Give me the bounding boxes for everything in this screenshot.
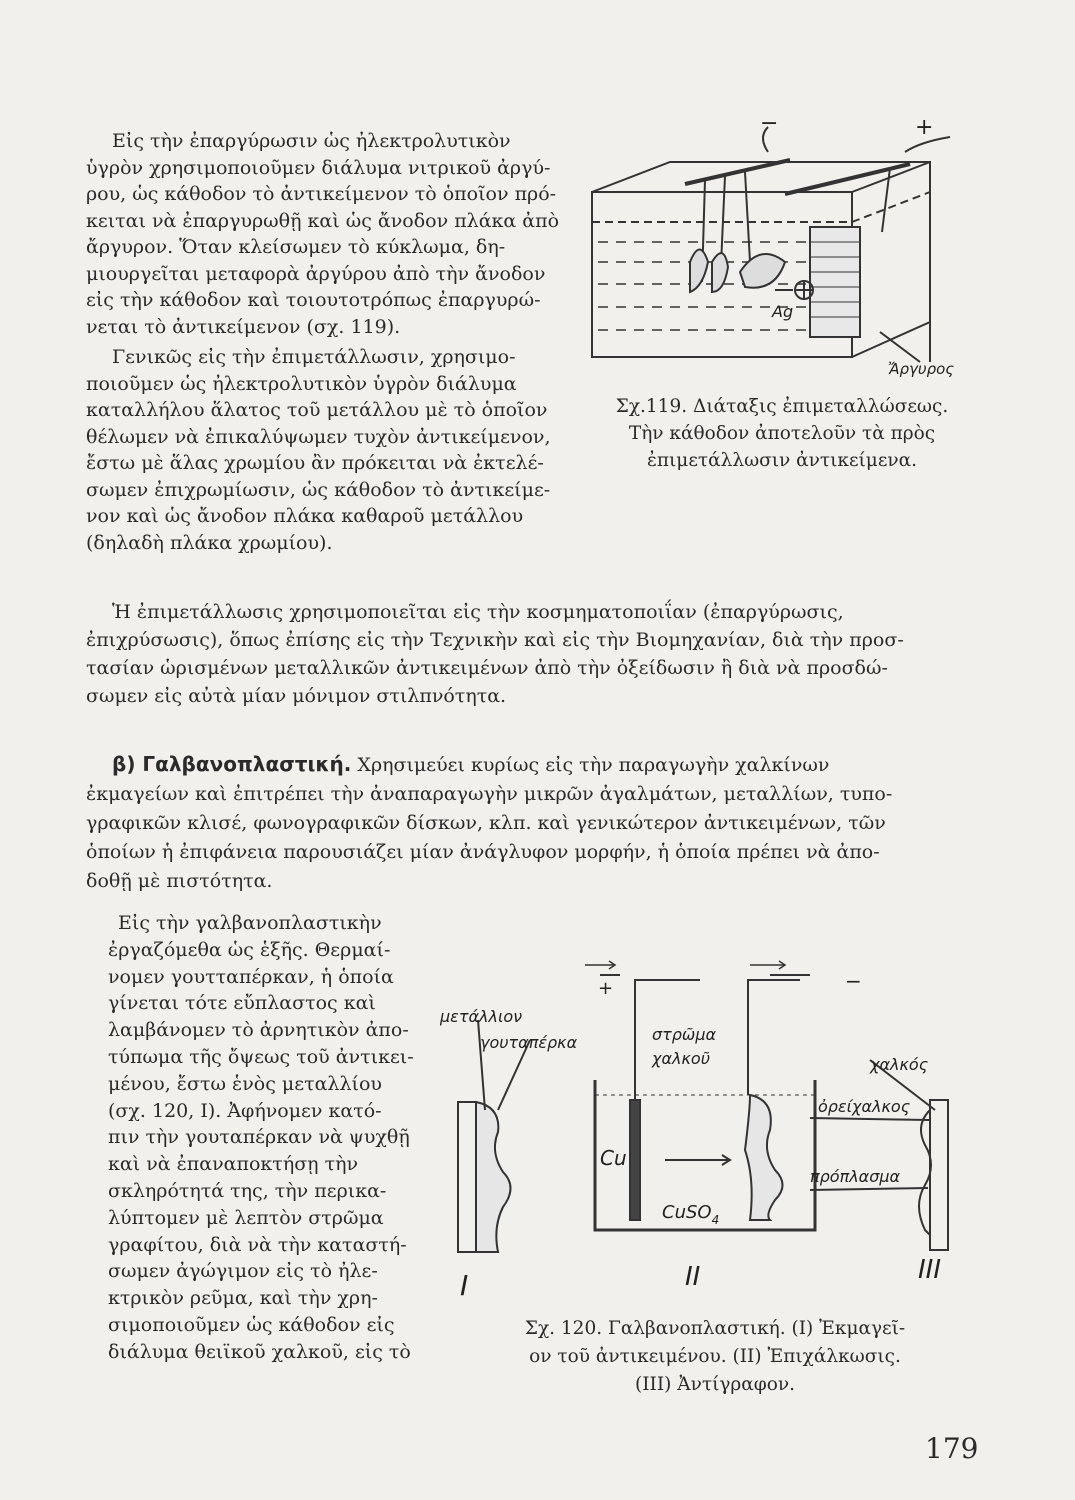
caption-line: Τὴν κάθοδον ἀποτελοῦν τὰ πρὸς [628, 423, 936, 444]
text-line: τασίαν ὡρισμένων μεταλλικῶν ἀντικειμένων ἀπὸ τὴν ὀξείδωσιν ἢ διὰ νὰ προσδώ- [86, 657, 888, 679]
label-goutaperka: γουταπέρκα [480, 1033, 578, 1052]
text-line: γραφικῶν κλισέ, φωνογραφικῶν δίσκων, κλπ. καὶ γενικώτερον ἀντικειμένων, τῶν [86, 812, 886, 834]
figure-119-plating-tank [590, 112, 960, 382]
section-first-line [86, 750, 966, 780]
roman-three: III [918, 1255, 942, 1285]
cuso4-sub: 4 [711, 1213, 720, 1227]
roman-one: I [460, 1269, 469, 1302]
roman-two: II [685, 1262, 701, 1292]
text-line: ὁποίων ἡ ἐπιφάνεια παρουσιάζει μίαν ἀνάγλυφον μορφήν, ἡ ὁποία πρέπει νὰ ἀπο- [86, 841, 880, 863]
text-line: τύπωμα τῆς ὄψεως τοῦ ἀντικει- [108, 1045, 414, 1068]
text-line: Χρησιμεύει κυρίως εἰς τὴν παραγωγὴν χαλκίνων [351, 754, 830, 776]
text-line: Ἡ ἐπιμετάλλωσις χρησιμοποιεῖται εἰς τὴν κοσμηματοποιΐαν (ἐπαργύρωσις, [112, 601, 844, 623]
text-line: πιν τὴν γουταπέρκαν νὰ ψυχθῇ [108, 1126, 410, 1149]
text-line: (σχ. 120, Ι). Ἀφήνομεν κατό- [108, 1099, 382, 1122]
text-line: ἄργυρον. Ὅταν κλείσωμεν τὸ κύκλωμα, δη- [86, 236, 506, 258]
text-line: ἐκμαγείων καὶ ἐπιτρέπει τὴν ἀναπαραγωγὴν μικρῶν ἀγαλμάτων, μεταλλίων, τυπο- [86, 783, 893, 805]
text-line: ἐπιχρύσωσις), ὅπως ἐπίσης εἰς τὴν Τεχνικὴν καὶ εἰς τὴν Βιομηχανίαν, διὰ τὴν προσ- [86, 629, 904, 651]
text-line: Εἰς τὴν γαλβανοπλαστικὴν [118, 912, 382, 934]
label-xalkou: χαλκοῦ [652, 1049, 710, 1068]
text-line: σωμεν ἀγώγιμον εἰς τὸ ἠλε- [108, 1260, 378, 1283]
label-stroma: στρῶμα [652, 1025, 717, 1044]
fig120-minus: − [845, 969, 862, 993]
text-line: καταλλήλου ἅλατος τοῦ μετάλλου μὲ τὸ ὁποῖον [86, 399, 548, 421]
text-line: διάλυμα θειϊκοῦ χαλκοῦ, εἰς τὸ [108, 1340, 411, 1363]
ag-label: Ag [772, 302, 794, 321]
page-number: 179 [925, 1432, 979, 1465]
fig120-plus: + [598, 978, 614, 999]
caption-line: (ΙΙΙ) Ἀντίγραφον. [635, 1374, 795, 1395]
text-line: νεται τὸ ἀντικείμενον (σχ. 119). [86, 315, 401, 338]
label-oreixalkos: ὀρείχαλκος [818, 1097, 911, 1116]
text-line: μένου, ἔστω ἑνὸς μεταλλίου [108, 1072, 382, 1095]
section-electroforming [86, 750, 966, 896]
figure-120-electroforming [440, 960, 980, 1320]
section-heading: β) Γαλβανοπλαστική. [112, 752, 352, 776]
text-line: νομεν γουτταπέρκαν, ἡ ὁποία [108, 965, 394, 988]
label-proplasma: πρόπλασμα [810, 1167, 901, 1186]
text-line: ἔστω μὲ ἅλας χρωμίου ἂν πρόκειται νὰ ἐκτελέ- [86, 452, 544, 474]
caption-line: Σχ.119. Διάταξις ἐπιμεταλλώσεως. [615, 396, 949, 417]
silver-label: Ἄργυρος [888, 360, 955, 378]
paragraph-procedure [108, 910, 443, 1366]
text-line: μιουργεῖται μεταφορὰ ἀργύρου ἀπὸ τὴν ἄνοδον [86, 262, 546, 285]
text-line: λαμβάνομεν τὸ ἀρνητικὸν ἀπο- [108, 1019, 409, 1042]
paragraph-general-plating [86, 344, 586, 556]
text-line: Γενικῶς εἰς τὴν ἐπιμετάλλωσιν, χρησιμο- [112, 346, 516, 368]
left-column-text [86, 128, 586, 556]
text-line: σιμοποιοῦμεν ὡς κάθοδον εἰς [108, 1313, 395, 1336]
text-line: σκληρότητά της, τὴν περικα- [108, 1179, 387, 1202]
text-line: κτρικὸν ρεῦμα, καὶ τὴν χρη- [108, 1287, 378, 1310]
text-line: ἐργαζόμεθα ὡς ἑξῆς. Θερμαί- [108, 938, 391, 961]
paragraph-silver-plating [86, 128, 586, 340]
text-line: εἰς τὴν κάθοδον καὶ τοιουτοτρόπως ἐπαργυρώ- [86, 289, 541, 311]
text-line: ρου, ὡς κάθοδον τὸ ἀντικείμενον τὸ ὁποῖον πρό- [86, 183, 557, 205]
text-line: κειται νὰ ἐπαργυρωθῇ καὶ ὡς ἄνοδον πλάκα ἀπὸ [86, 209, 560, 232]
text-line: γίνεται τότε εὔπλαστος καὶ [108, 992, 376, 1015]
text-line: γραφίτου, διὰ νὰ τὴν καταστή- [108, 1233, 407, 1256]
caption-line: ἐπιμετάλλωσιν ἀντικείμενα. [646, 450, 918, 471]
text-line: δοθῇ μὲ πιστότητα. [86, 870, 273, 892]
mold-plate [458, 1102, 476, 1252]
text-line: θέλωμεν νὰ ἐπικαλύψωμεν τυχὸν ἀντικείμενον, [86, 425, 551, 448]
label-metallion: μετάλλιον [440, 1007, 523, 1026]
text-line: (δηλαδὴ πλάκα χρωμίου). [86, 531, 333, 554]
caption-line: ον τοῦ ἀντικειμένου. (ΙΙ) Ἐπιχάλκωσις. [529, 1346, 901, 1367]
figure-120-caption [480, 1315, 950, 1399]
figure-119-caption [592, 393, 972, 474]
plus-terminal-label: + [915, 115, 934, 140]
text-line: νον καὶ ὡς ἄνοδον πλάκα καθαροῦ μετάλλου [86, 505, 524, 527]
caption-line: Σχ. 120. Γαλβανοπλαστική. (Ι) Ἐκμαγεῖ- [524, 1318, 906, 1339]
text-line: Εἰς τὴν ἐπαργύρωσιν ὡς ἠλεκτρολυτικὸν [112, 130, 511, 152]
text-line: ποιοῦμεν ὡς ἠλεκτρολυτικὸν ὑγρὸν διάλυμα [86, 372, 517, 395]
text-line: καὶ νὰ ἐπαναποκτήσῃ τὴν [108, 1153, 359, 1176]
label-xalkos: χαλκός [870, 1055, 929, 1074]
label-cu: Cu [600, 1146, 627, 1170]
text-line: σωμεν εἰς αὐτὰ μίαν μόνιμον στιλπνότητα. [86, 685, 507, 707]
cuso4-base: CuSO [662, 1202, 712, 1223]
label-cuso4 [662, 1202, 719, 1227]
text-line: ὑγρὸν χρησιμοποιοῦμεν διάλυμα νιτρικοῦ ἀργύ- [86, 156, 551, 179]
paragraph-applications [86, 598, 966, 710]
minus-terminal-label: − [760, 112, 779, 136]
text-line: σωμεν ἐπιχρωμίωσιν, ὡς κάθοδον τὸ ἀντικείμε- [86, 478, 551, 501]
text-line: λύπτομεν μὲ λεπτὸν στρῶμα [108, 1206, 384, 1229]
